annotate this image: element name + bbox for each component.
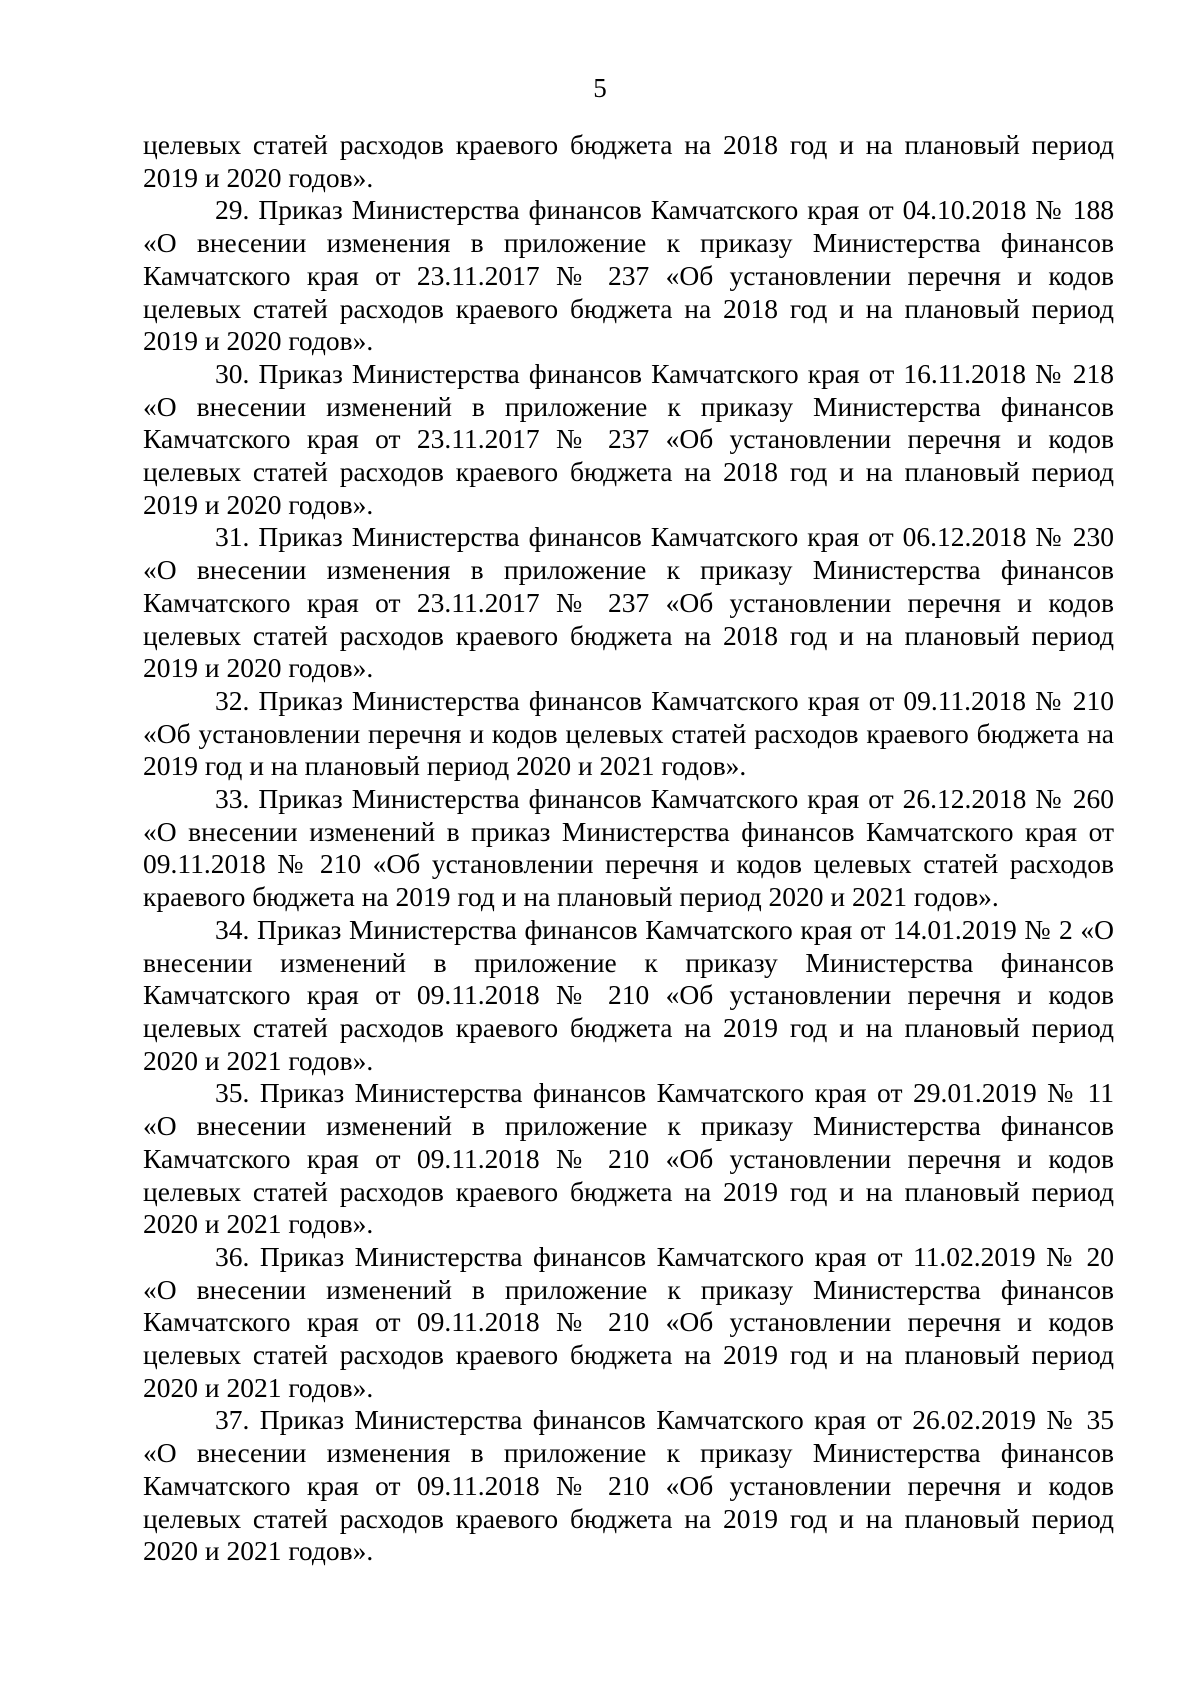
- list-item-36: 36. Приказ Министерства финансов Камчатского края от 11.02.2019 № 20 «О внесении изменений в приложение к приказу Министерства финансов Камчатского края от 09.11.2018 № 210 «Об установлении перечня и кодов целевых статей расходов краевого бюджета на 2019 год и на плановый период 2020 и 2021 годов».: [143, 1240, 1114, 1403]
- list-item-31: 31. Приказ Министерства финансов Камчатского края от 06.12.2018 № 230 «О внесении изменения в приложение к приказу Министерства финансов Камчатского края от 23.11.2017 № 237 «Об установлении перечня и кодов целевых статей расходов краевого бюджета на 2018 год и на плановый период 2019 и 2020 годов».: [143, 521, 1114, 684]
- list-item-34: 34. Приказ Министерства финансов Камчатского края от 14.01.2019 № 2 «О внесении изменений в приложение к приказу Министерства финансов Камчатского края от 09.11.2018 № 210 «Об установлении перечня и кодов целевых статей расходов краевого бюджета на 2019 год и на плановый период 2020 и 2021 годов».: [143, 913, 1114, 1076]
- list-item-35: 35. Приказ Министерства финансов Камчатского края от 29.01.2019 № 11 «О внесении изменений в приложение к приказу Министерства финансов Камчатского края от 09.11.2018 № 210 «Об установлении перечня и кодов целевых статей расходов краевого бюджета на 2019 год и на плановый период 2020 и 2021 годов».: [143, 1077, 1114, 1240]
- document-body: [143, 129, 1114, 1568]
- list-item-37: 37. Приказ Министерства финансов Камчатского края от 26.02.2019 № 35 «О внесении изменения в приложение к приказу Министерства финансов Камчатского края от 09.11.2018 № 210 «Об установлении перечня и кодов целевых статей расходов краевого бюджета на 2019 год и на плановый период 2020 и 2021 годов».: [143, 1404, 1114, 1567]
- list-item-32: 32. Приказ Министерства финансов Камчатского края от 09.11.2018 № 210 «Об установлении перечня и кодов целевых статей расходов краевого бюджета на 2019 год и на плановый период 2020 и 2021 годов».: [143, 684, 1114, 782]
- list-item-30: 30. Приказ Министерства финансов Камчатского края от 16.11.2018 № 218 «О внесении изменений в приложение к приказу Министерства финансов Камчатского края от 23.11.2017 № 237 «Об установлении перечня и кодов целевых статей расходов краевого бюджета на 2018 год и на плановый период 2019 и 2020 годов».: [143, 357, 1114, 520]
- paragraph-continuation: целевых статей расходов краевого бюджета на 2018 год и на плановый период 2019 и 2020 годов».: [143, 129, 1114, 193]
- list-item-33: 33. Приказ Министерства финансов Камчатского края от 26.12.2018 № 260 «О внесении изменений в приказ Министерства финансов Камчатского края от 09.11.2018 № 210 «Об установлении перечня и кодов целевых статей расходов краевого бюджета на 2019 год и на плановый период 2020 и 2021 годов».: [143, 783, 1114, 913]
- page-number: 5: [593, 73, 607, 103]
- list-item-29: 29. Приказ Министерства финансов Камчатского края от 04.10.2018 № 188 «О внесении изменения в приложение к приказу Министерства финансов Камчатского края от 23.11.2017 № 237 «Об установлении перечня и кодов целевых статей расходов краевого бюджета на 2018 год и на плановый период 2019 и 2020 годов».: [143, 194, 1114, 357]
